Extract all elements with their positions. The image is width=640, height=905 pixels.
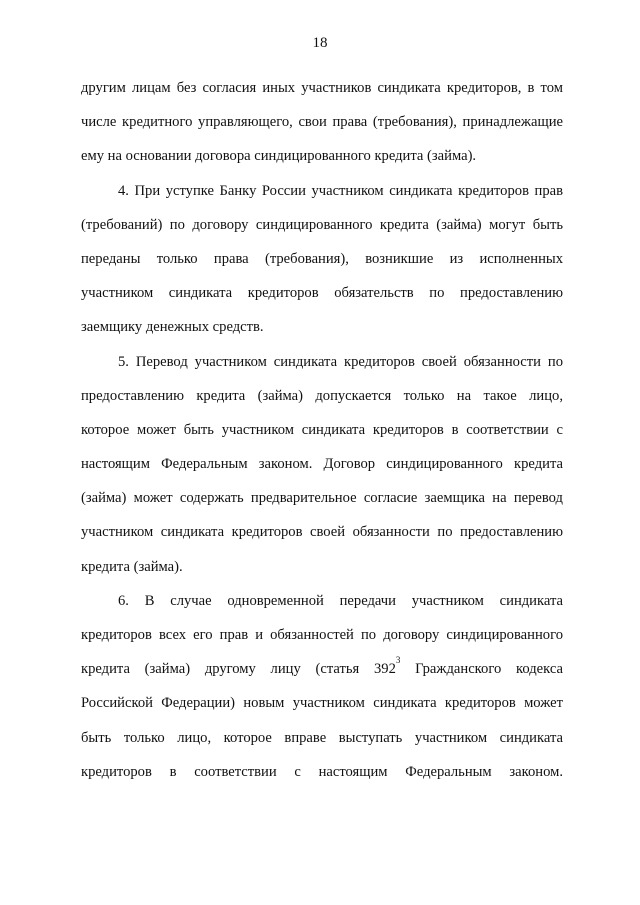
page-number: 18 — [312, 35, 328, 51]
paragraph-6-first-line: 6. В случае одновременной передачи участником синдиката — [118, 592, 563, 609]
text-line: предоставлению кредита (займа) допускается только на такое лицо, — [81, 387, 563, 404]
document-body — [81, 71, 563, 789]
paragraph-4-first-line: 4. При уступке Банку России участником синдиката кредиторов прав — [118, 182, 563, 199]
text-line: ему на основании договора синдицированного кредита (займа). — [81, 148, 477, 165]
text-line: переданы только права (требования), возникшие из исполненных — [81, 250, 563, 267]
text-line-with-superscript — [81, 652, 563, 686]
text-line: настоящим Федеральным законом. Договор синдицированного кредита — [81, 456, 563, 473]
text-line: участником синдиката кредиторов обязательств по предоставлению — [81, 285, 563, 302]
text-line: числе кредитного управляющего, свои права (требования), принадлежащие — [81, 114, 563, 131]
text-line: кредиторов в соответствии с настоящим Федеральным законом. — [81, 763, 563, 780]
text-line: кредиторов всех его прав и обязанностей по договору синдицированного — [81, 627, 563, 643]
text-line: другим лицам без согласия иных участников синдиката кредиторов, в том — [81, 80, 563, 96]
superscript: 3 — [395, 655, 401, 666]
text-line: заемщику денежных средств. — [81, 319, 264, 336]
text-line: Российской Федерации) новым участником синдиката кредиторов может — [81, 695, 563, 712]
text-line: кредита (займа). — [81, 558, 183, 575]
text-line: (требований) по договору синдицированного кредита (займа) могут быть — [81, 216, 563, 233]
text-line: быть только лицо, которое вправе выступать участником синдиката — [81, 729, 563, 746]
text-line: (займа) может содержать предварительное согласие заемщика на перевод — [81, 490, 563, 507]
text-fragment: кредита (займа) другому лицу (статья 392 — [81, 661, 396, 678]
text-line: участником синдиката кредиторов своей обязанности по предоставлению — [81, 524, 563, 541]
paragraph-5-first-line: 5. Перевод участником синдиката кредиторов своей обязанности по — [118, 353, 563, 370]
text-fragment: Гражданского кодекса — [400, 661, 563, 678]
text-line: которое может быть участником синдиката кредиторов в соответствии с — [81, 421, 563, 438]
